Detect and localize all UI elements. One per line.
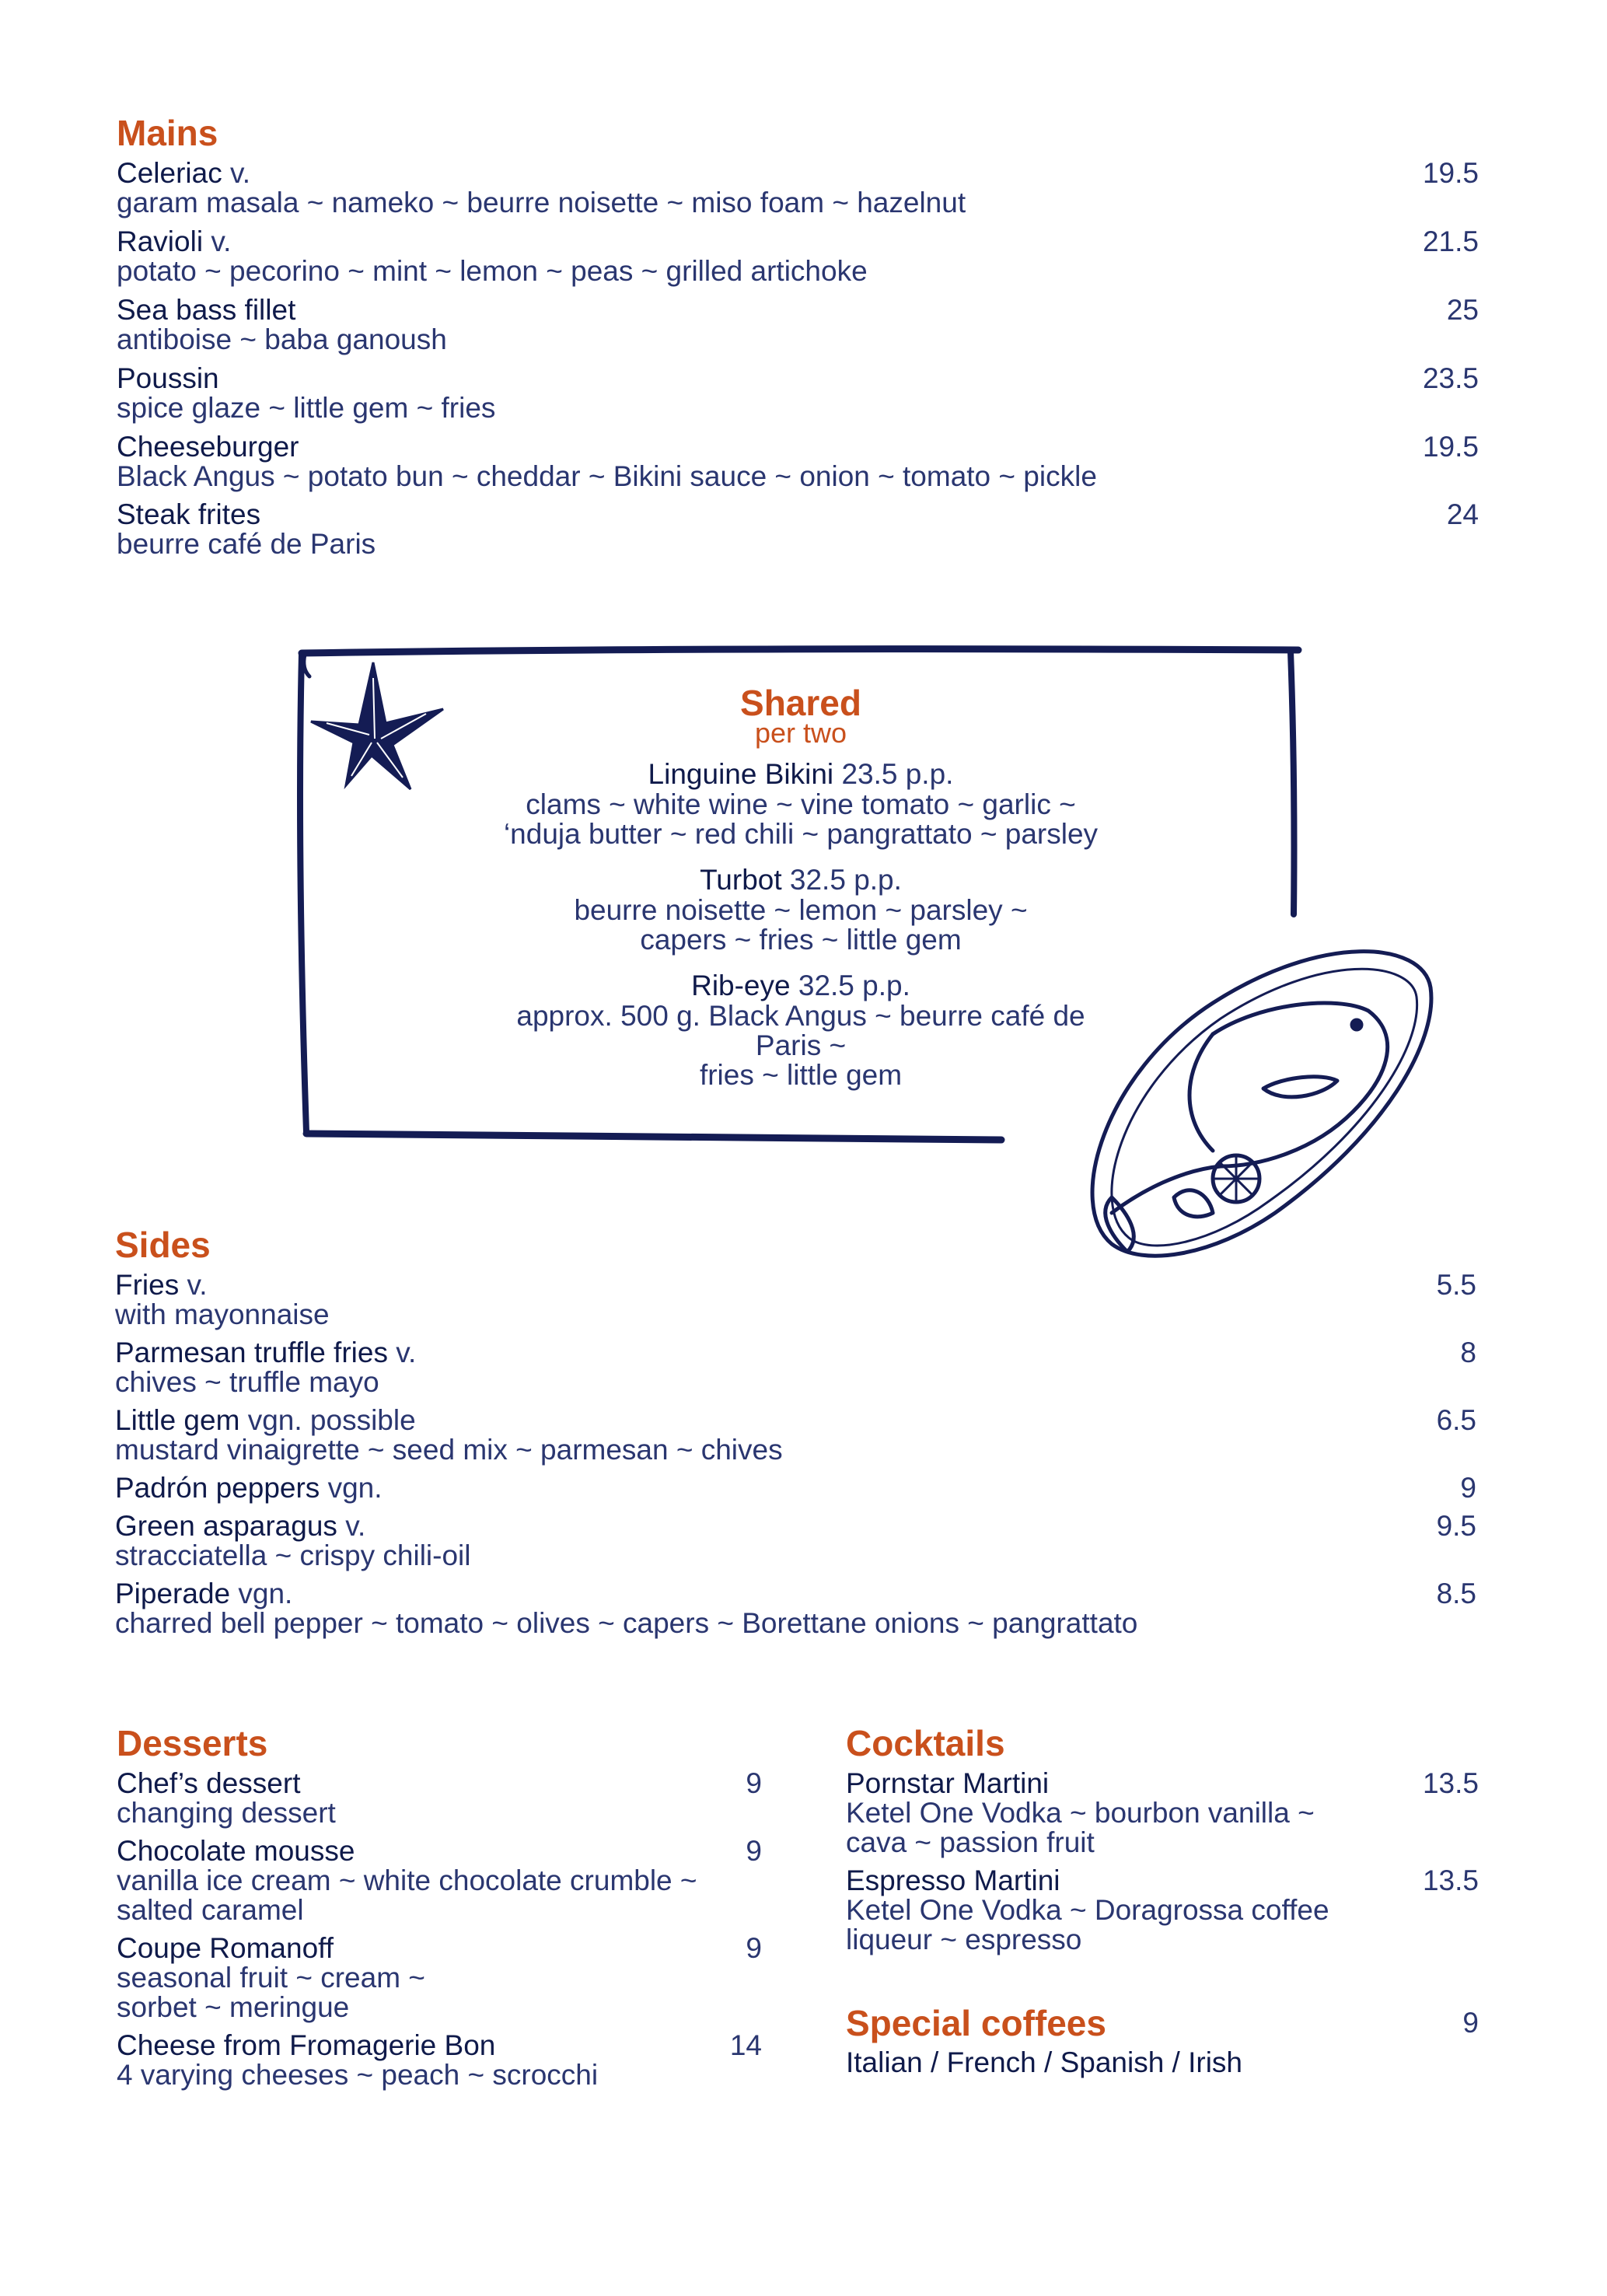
- menu-item-espresso-martini: [846, 1866, 1329, 1955]
- menu-item-parmesan-fries: [115, 1338, 416, 1397]
- sides-heading: Sides: [115, 1225, 211, 1265]
- shared-item-turbot: [498, 865, 1104, 955]
- item-name: Poussin: [117, 362, 219, 394]
- item-description: salted caramel: [117, 1894, 304, 1926]
- item-description: potato ~ pecorino ~ mint ~ lemon ~ peas ~ grilled artichoke: [117, 255, 868, 287]
- item-tag: vgn.: [238, 1578, 293, 1609]
- shared-item-title: [498, 970, 1104, 1001]
- item-name: Cheeseburger: [117, 431, 299, 463]
- menu-item-coupe-romanoff: [117, 1934, 425, 2022]
- menu-item-fries: [115, 1270, 330, 1330]
- item-description: antiboise ~ baba ganoush: [117, 323, 447, 355]
- item-price: 6.5: [1436, 1404, 1476, 1436]
- item-tag: vgn. possible: [247, 1404, 416, 1436]
- item-name: Piperade: [115, 1578, 231, 1609]
- item-price: 21.5: [1422, 225, 1479, 257]
- item-price: 8.5: [1436, 1578, 1476, 1609]
- item-description: ‘nduja butter ~ red chili ~ pangrattato ~ parsley: [503, 818, 1099, 850]
- item-description: stracciatella ~ crispy chili-oil: [115, 1539, 471, 1571]
- item-price: 5.5: [1436, 1269, 1476, 1301]
- shared-heading: Shared: [740, 683, 861, 723]
- item-description: chives ~ truffle mayo: [115, 1366, 379, 1398]
- menu-item-piperade: [115, 1579, 1137, 1638]
- item-price: 23.5 p.p.: [841, 758, 954, 790]
- item-description: mustard vinaigrette ~ seed mix ~ parmesan ~ chives: [115, 1434, 783, 1466]
- item-price: 32.5 p.p.: [789, 864, 902, 896]
- menu-item-padron-peppers: [115, 1473, 383, 1503]
- item-name: Sea bass fillet: [117, 294, 296, 326]
- item-price: 9: [746, 1932, 762, 1964]
- item-tag: v.: [187, 1269, 208, 1301]
- item-price: 25: [1446, 294, 1479, 326]
- starfish-illustration: [311, 662, 443, 789]
- item-description: Ketel One Vodka ~ Doragrossa coffee: [846, 1894, 1329, 1926]
- item-description: cava ~ passion fruit: [846, 1826, 1095, 1858]
- item-name: Steak frites: [117, 498, 261, 530]
- item-name: Padrón peppers: [115, 1472, 320, 1504]
- item-description: sorbet ~ meringue: [117, 1991, 350, 2023]
- coffees-list: [846, 2048, 1242, 2078]
- menu-item-chefs-dessert: [117, 1769, 336, 1828]
- item-price: 13.5: [1422, 1767, 1479, 1799]
- item-description: clams ~ white wine ~ vine tomato ~ garlic ~: [526, 788, 1076, 820]
- item-name: Linguine Bikini: [648, 758, 834, 790]
- menu-item-chocolate-mousse: [117, 1836, 697, 1925]
- item-tag: v.: [345, 1510, 366, 1542]
- item-description: changing dessert: [117, 1797, 336, 1829]
- mains-heading: Mains: [117, 113, 218, 153]
- item-description: Black Angus ~ potato bun ~ cheddar ~ Bikini sauce ~ onion ~ tomato ~ pickle: [117, 460, 1097, 492]
- item-tag: vgn.: [327, 1472, 383, 1504]
- item-description: 4 varying cheeses ~ peach ~ scrocchi: [117, 2059, 599, 2091]
- shared-item-title: [498, 759, 1104, 790]
- item-description: beurre noisette ~ lemon ~ parsley ~: [574, 894, 1028, 926]
- item-name: Turbot: [700, 864, 782, 896]
- item-price: 19.5: [1422, 431, 1479, 463]
- fish-on-plate-illustration: [1092, 952, 1431, 1256]
- item-price: 13.5: [1422, 1864, 1479, 1896]
- item-description: beurre café de Paris: [117, 528, 376, 560]
- item-name: Little gem: [115, 1404, 240, 1436]
- item-price: 32.5 p.p.: [798, 970, 910, 1001]
- desserts-heading: Desserts: [117, 1723, 268, 1763]
- item-name: Rib-eye: [691, 970, 791, 1001]
- item-description: with mayonnaise: [115, 1298, 330, 1330]
- coffees-price: 9: [1462, 2007, 1479, 2039]
- shared-item-rib-eye: [498, 970, 1104, 1090]
- item-name: Fries: [115, 1269, 180, 1301]
- cocktails-heading: Cocktails: [846, 1723, 1005, 1763]
- item-price: 8: [1460, 1337, 1476, 1368]
- special-coffees-heading: Special coffees: [846, 2003, 1106, 2043]
- item-tag: v.: [211, 225, 232, 257]
- item-price: 9: [1460, 1472, 1476, 1504]
- item-description: spice glaze ~ little gem ~ fries: [117, 392, 496, 424]
- item-description: approx. 500 g. Black Angus ~ beurre café de Paris ~: [516, 1000, 1085, 1061]
- item-name: Coupe Romanoff: [117, 1932, 334, 1964]
- item-name: Cheese from Fromagerie Bon: [117, 2029, 496, 2061]
- item-name: Celeriac: [117, 157, 222, 189]
- item-description: capers ~ fries ~ little gem: [640, 924, 962, 956]
- menu-item-pornstar-martini: [846, 1769, 1315, 1857]
- item-description: Italian / French / Spanish / Irish: [846, 2046, 1243, 2078]
- item-price: 14: [729, 2029, 762, 2061]
- shared-item-title: [498, 865, 1104, 896]
- menu-item-cheese: [117, 2031, 598, 2090]
- item-description: liqueur ~ espresso: [846, 1924, 1082, 1955]
- item-description: seasonal fruit ~ cream ~: [117, 1962, 425, 1994]
- menu-item-little-gem: [115, 1406, 783, 1465]
- menu-item-green-asparagus: [115, 1511, 471, 1571]
- item-name: Chef’s dessert: [117, 1767, 301, 1799]
- item-description: Ketel One Vodka ~ bourbon vanilla ~: [846, 1797, 1315, 1829]
- shared-subheading: per two: [754, 717, 847, 749]
- item-tag: v.: [230, 157, 251, 189]
- item-price: 9: [746, 1767, 762, 1799]
- shared-item-linguine: [498, 759, 1104, 849]
- item-name: Parmesan truffle fries: [115, 1337, 388, 1368]
- item-price: 23.5: [1422, 362, 1479, 394]
- item-name: Green asparagus: [115, 1510, 337, 1542]
- item-name: Pornstar Martini: [846, 1767, 1050, 1799]
- item-name: Espresso Martini: [846, 1864, 1060, 1896]
- item-name: Chocolate mousse: [117, 1835, 355, 1867]
- item-description: garam masala ~ nameko ~ beurre noisette ~ miso foam ~ hazelnut: [117, 187, 966, 218]
- item-description: charred bell pepper ~ tomato ~ olives ~ capers ~ Borettane onions ~ pangrattato: [115, 1607, 1138, 1639]
- item-price: 24: [1446, 498, 1479, 530]
- item-name: Ravioli: [117, 225, 204, 257]
- item-price: 9.5: [1436, 1510, 1476, 1542]
- item-description: vanilla ice cream ~ white chocolate crumble ~: [117, 1864, 697, 1896]
- item-description: fries ~ little gem: [699, 1059, 903, 1091]
- item-price: 19.5: [1422, 157, 1479, 189]
- item-price: 9: [746, 1835, 762, 1867]
- item-tag: v.: [396, 1337, 417, 1368]
